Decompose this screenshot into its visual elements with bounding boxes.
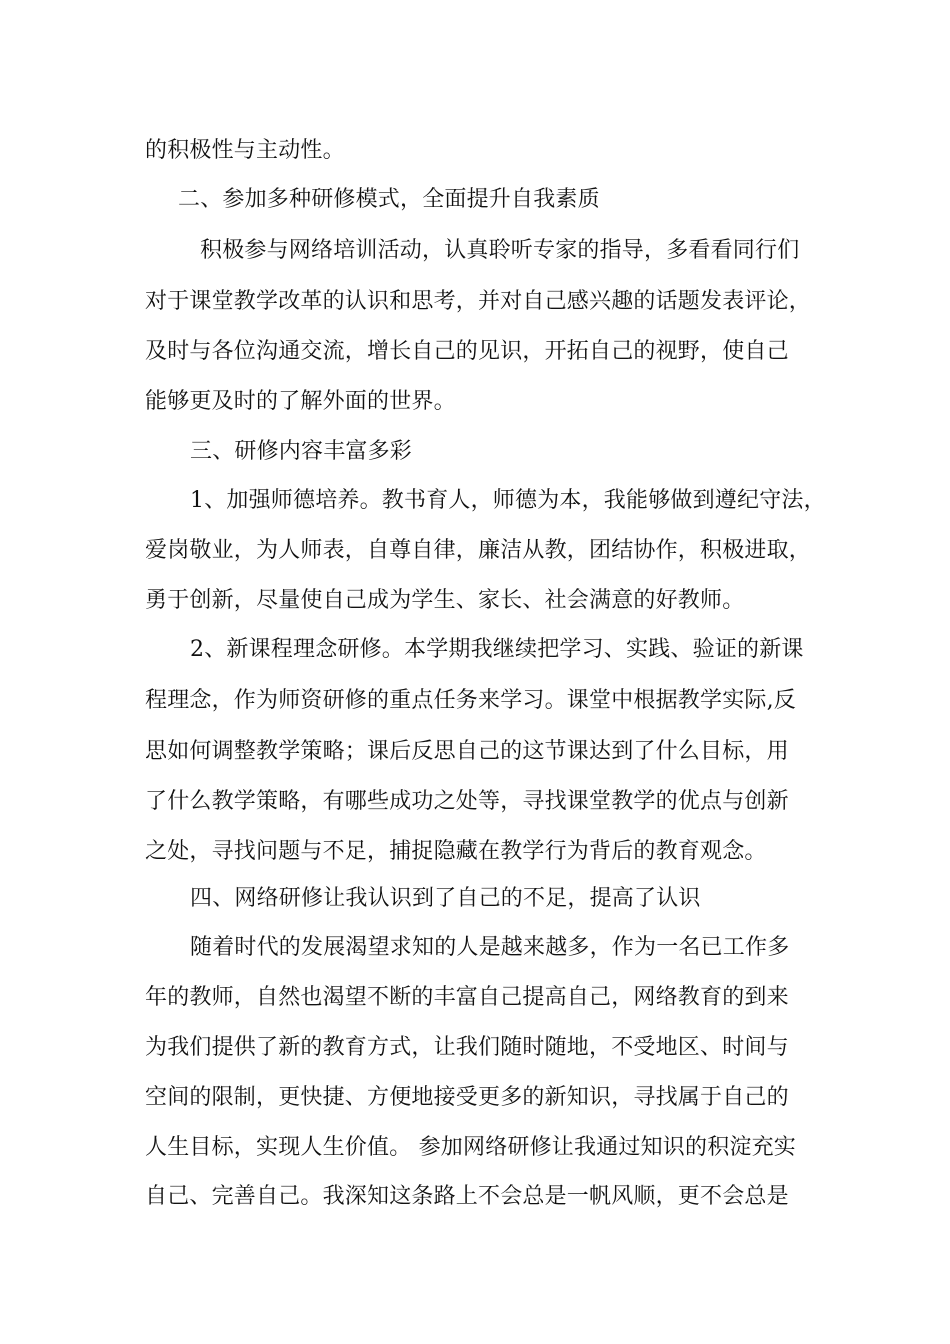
text-line: 自己、完善自己。我深知这条路上不会总是一帆风顺，更不会总是 [145,1184,789,1209]
text-line: 对于课堂教学改革的认识和思考，并对自己感兴趣的话题发表评论， [145,289,812,314]
text-line: 的积极性与主动性。 [145,138,345,163]
text-line: 爱岗敬业，为人师表，自尊自律，廉洁从教，团结协作，积极进取， [145,538,812,563]
text-line: 空间的限制，更快捷、方便地接受更多的新知识，寻找属于自己的 [145,1085,789,1110]
text-line: 思如何调整教学策略；课后反思自己的这节课达到了什么目标，用 [145,739,789,764]
text-line: 及时与各位沟通交流，增长自己的见识，开拓自己的视野，使自己 [145,339,789,364]
text-line: 勇于创新，尽量使自己成为学生、家长、社会满意的好教师。 [145,588,745,613]
text-line: 1、加强师德培养。教书育人，师德为本，我能够做到遵纪守法， [190,488,826,513]
text-line: 了什么教学策略，有哪些成功之处等，寻找课堂教学的优点与创新 [145,789,789,814]
text-line: 程理念，作为师资研修的重点任务来学习。课堂中根据教学实际,反 [145,688,796,713]
section-heading-3: 三、研修内容丰富多彩 [190,439,413,464]
text-line: 为我们提供了新的教育方式，让我们随时随地，不受地区、时间与 [145,1035,789,1060]
section-heading-4: 四、网络研修让我认识到了自己的不足，提高了认识 [190,886,701,911]
text-line: 年的教师，自然也渴望不断的丰富自己提高自己，网络教育的到来 [145,985,789,1010]
text-line: 积极参与网络培训活动，认真聆听专家的指导，多看看同行们 [200,238,800,263]
text-line: 能够更及时的了解外面的世界。 [145,389,456,414]
text-line: 随着时代的发展渴望求知的人是越来越多，作为一名已工作多 [190,935,790,960]
text-line: 2、新课程理念研修。本学期我继续把学习、实践、验证的新课 [190,637,804,662]
section-heading-2: 二、参加多种研修模式，全面提升自我素质 [178,187,600,212]
text-line: 之处，寻找问题与不足，捕捉隐藏在教学行为背后的教育观念。 [145,839,767,864]
text-line: 人生目标，实现人生价值。 参加网络研修让我通过知识的积淀充实 [145,1135,796,1160]
